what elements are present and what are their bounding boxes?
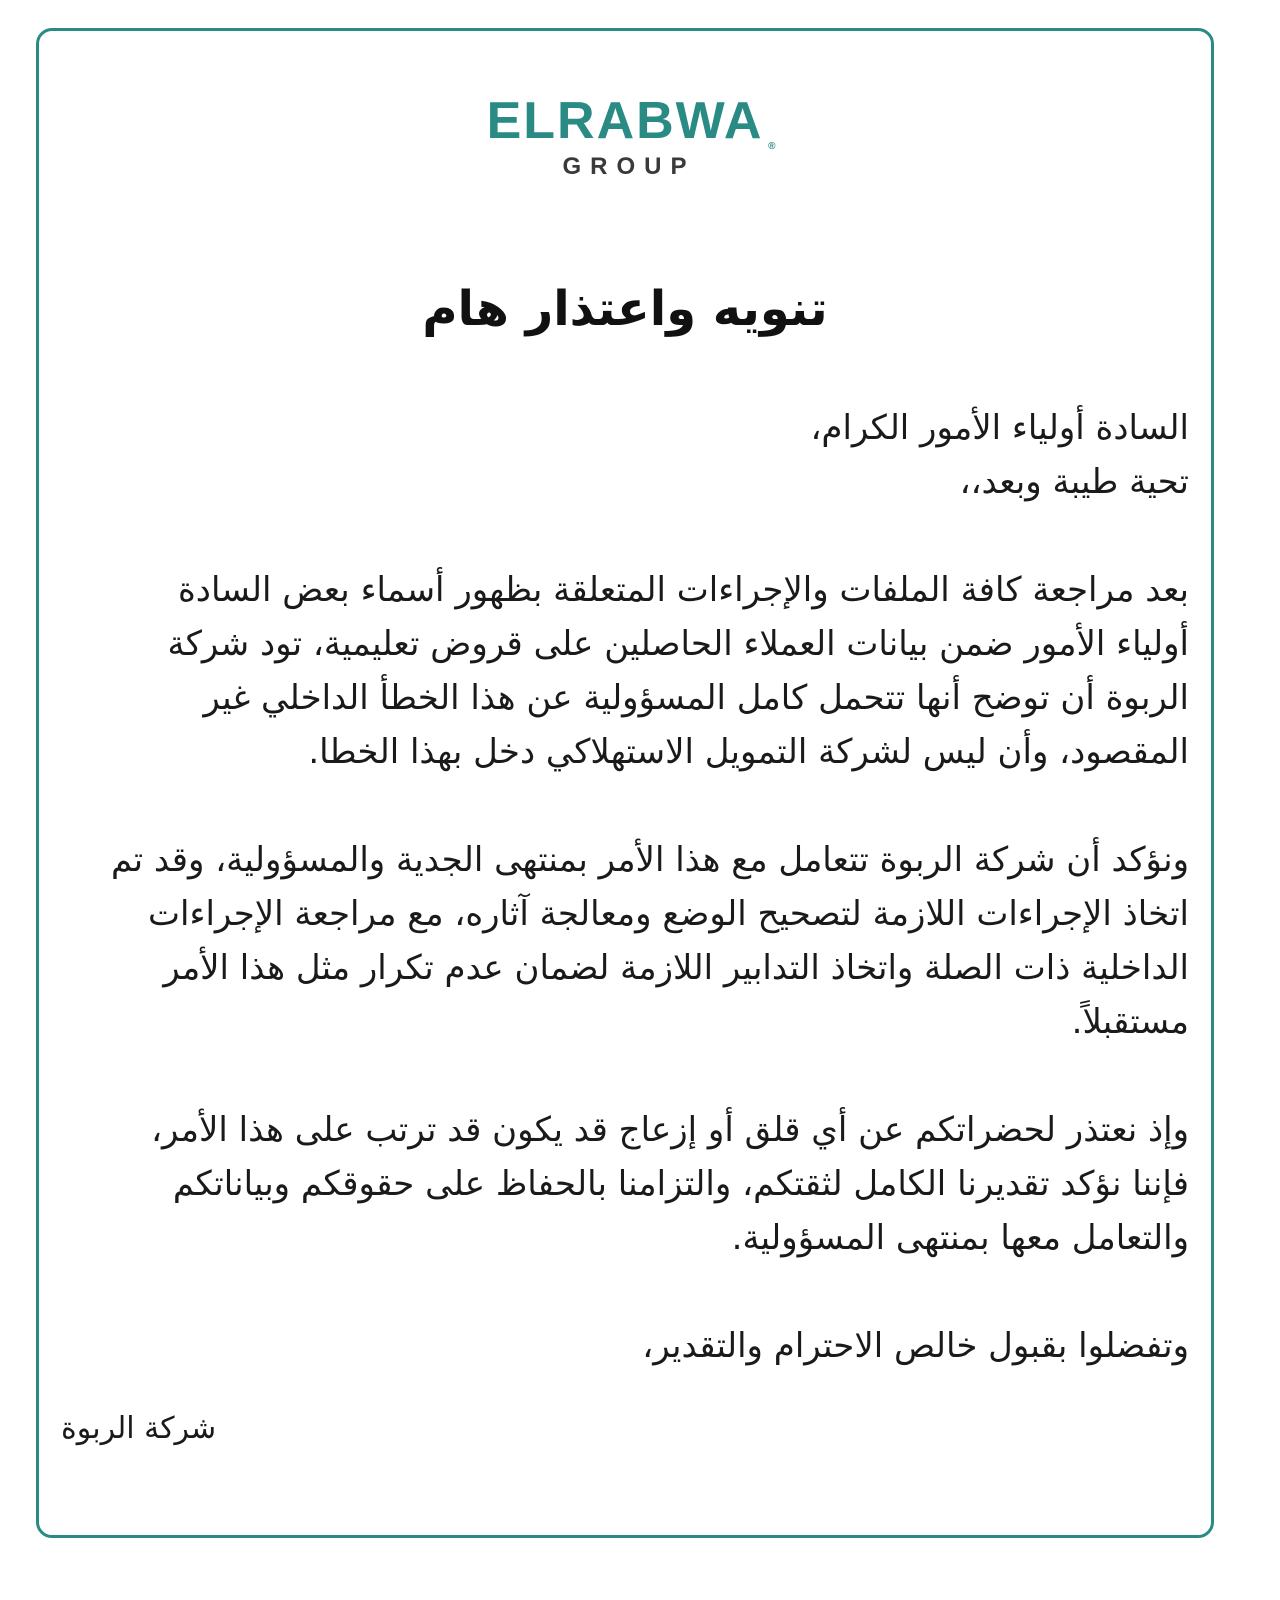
logo-main-text: ELRABWA	[486, 92, 764, 150]
notice-body	[107, 401, 1189, 1373]
paragraph-actions: ونؤكد أن شركة الربوة تتعامل مع هذا الأمر بمنتهى الجدية والمسؤولية، وقد تم اتخاذ الإجراءات اللازمة لتصحيح الوضع ومعالجة آثاره، مع مراجعة الإجراءات الداخلية ذات الصلة واتخاذ التدابير اللازمة لضمان عدم تكرار مثل هذا الأمر مستقبلاً.	[110, 840, 1189, 1042]
closing-line: وتفضلوا بقبول خالص الاحترام والتقدير،	[642, 1326, 1189, 1366]
registered-mark: ®	[768, 141, 778, 152]
company-logo	[39, 93, 1211, 181]
greeting-block	[107, 401, 1189, 509]
notice-title: تنويه واعتذار هام	[422, 281, 828, 337]
paragraph-responsibility: بعد مراجعة كافة الملفات والإجراءات المتعلقة بظهور أسماء بعض السادة أولياء الأمور ضمن بيانات العملاء الحاصلين على قروض تعليمية، تود شركة الربوة أن توضح أنها تتحمل كامل المسؤولية عن هذا الخطأ الداخلي غير المقصود، وأن ليس لشركة التمويل الاستهلاكي دخل بهذا الخطا.	[167, 570, 1189, 772]
logo-wordmark	[486, 92, 778, 152]
salutation-line: السادة أولياء الأمور الكرام،	[810, 408, 1189, 448]
greeting-line: تحية طيبة وبعد،،	[959, 462, 1189, 502]
document-frame	[36, 28, 1214, 1538]
paragraph-apology: وإذ نعتذر لحضراتكم عن أي قلق أو إزعاج قد يكون قد ترتب على هذا الأمر، فإننا نؤكد تقديرنا الكامل لثقتكم، والتزامنا بالحفاظ على حقوقكم وبياناتكم والتعامل معها بمنتهى المسؤولية.	[151, 1110, 1189, 1258]
signature: شركة الربوة	[61, 1411, 217, 1446]
logo-subtitle: GROUP	[562, 153, 696, 180]
